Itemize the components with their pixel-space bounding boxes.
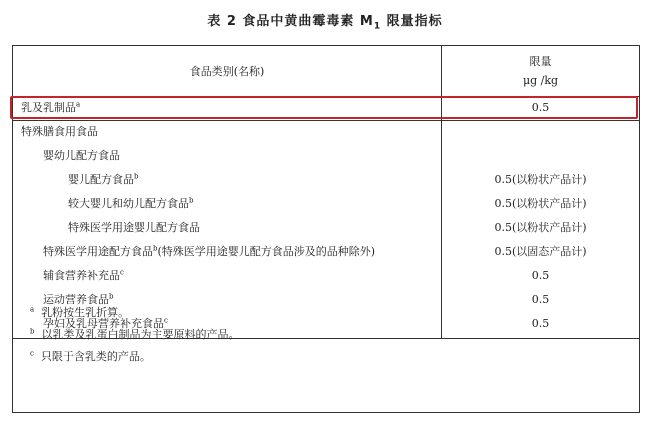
- header-limit-unit: μg /kg: [522, 74, 559, 87]
- row-value: 0.5(以固态产品计): [494, 245, 587, 258]
- table-row: [13, 264, 639, 288]
- header-limit: [442, 52, 639, 90]
- table-row: [13, 192, 639, 216]
- row-name: 乳及乳制品$^a$: [21, 100, 81, 114]
- table-row: [13, 216, 639, 240]
- table-notes: [30, 302, 239, 368]
- row-name: 特殊医学用途配方食品$^b$(特殊医学用途婴儿配方食品涉及的品种除外): [43, 244, 376, 258]
- row-name: 较大婴儿和幼儿配方食品$^b$: [68, 196, 194, 210]
- note-item: $^b$ 以乳类及乳蛋白制品为主要原料的产品。: [30, 327, 240, 341]
- row-value: 0.5: [531, 293, 550, 306]
- row-name: 运动营养食品$^b$: [43, 292, 114, 306]
- row-name: 婴儿配方食品$^b$: [68, 172, 139, 186]
- note-item: $^a$ 乳粉按生乳折算。: [30, 305, 130, 319]
- table-row: [13, 240, 639, 264]
- row-value: 0.5(以粉状产品计): [494, 173, 587, 186]
- header-limit-label: 限量: [529, 55, 552, 68]
- row-value: 0.5: [531, 269, 550, 282]
- table-row: [13, 168, 639, 192]
- table-title-main: 表 2 食品中黄曲霉毒素 M: [207, 14, 374, 29]
- note-item: $^c$ 只限于含乳类的产品。: [30, 349, 151, 363]
- highlight-box: [10, 96, 638, 119]
- row-name: 特殊膳食用食品: [21, 125, 98, 138]
- row-value: 0.5(以粉状产品计): [494, 197, 587, 210]
- row-name: 孕妇及乳母营养补充食品$^c$: [43, 316, 168, 330]
- row-value: 0.5: [531, 317, 550, 330]
- header-category: 食品类别(名称): [189, 65, 265, 78]
- table-row: [13, 120, 639, 144]
- table-title-rest: 限量指标: [381, 14, 443, 29]
- row-value: [442, 120, 639, 144]
- table-title: [0, 10, 650, 32]
- row-value: 0.5(以粉状产品计): [494, 221, 587, 234]
- row-name: 辅食营养补充品$^c$: [43, 268, 124, 282]
- table-row: [13, 144, 639, 168]
- row-value: 0.5: [531, 101, 550, 114]
- table-title-subscript: 1: [373, 21, 382, 32]
- row-name: 婴幼儿配方食品: [43, 149, 120, 162]
- row-value: [442, 144, 639, 168]
- row-name: 特殊医学用途婴儿配方食品: [68, 221, 200, 234]
